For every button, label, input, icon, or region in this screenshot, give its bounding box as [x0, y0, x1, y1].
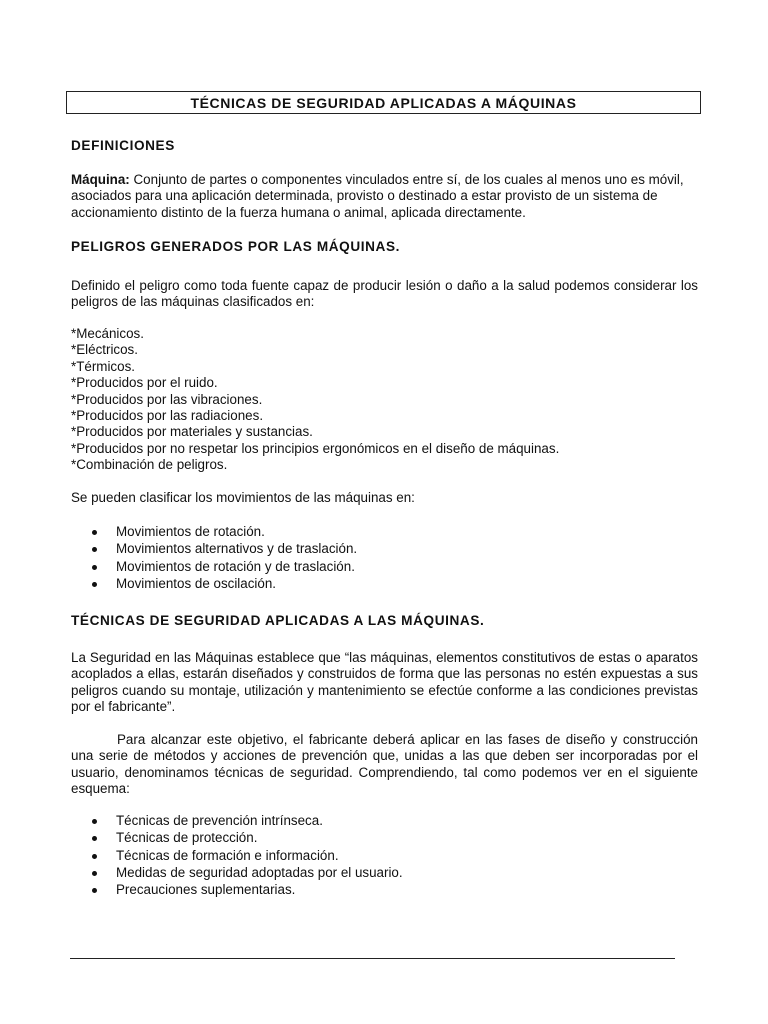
list-item: Precauciones suplementarias.	[71, 882, 698, 899]
techniques-list	[71, 813, 698, 899]
machine-definition	[71, 172, 699, 221]
bullet-icon	[92, 565, 97, 570]
hazard-item: *Producidos por las radiaciones.	[71, 407, 264, 423]
hazard-item: *Producidos por el ruido.	[71, 375, 218, 391]
definitions-heading: DEFINICIONES	[71, 138, 175, 153]
machine-term: Máquina:	[71, 172, 130, 187]
document-title: TÉCNICAS DE SEGURIDAD APLICADAS A MÁQUINAS	[66, 91, 701, 114]
hazard-item: *Eléctricos.	[71, 342, 138, 358]
list-item: Medidas de seguridad adoptadas por el usuario.	[71, 865, 698, 882]
list-item: Movimientos alternativos y de traslación.	[71, 541, 698, 558]
hazard-item: *Producidos por no respetar los principios ergonómicos en el diseño de máquinas.	[71, 440, 560, 456]
bullet-icon	[92, 530, 97, 535]
list-item: Movimientos de rotación.	[71, 524, 698, 541]
hazard-item: *Combinación de peligros.	[71, 457, 228, 473]
hazard-item: *Térmicos.	[71, 358, 135, 374]
bullet-icon	[92, 854, 97, 859]
footer-divider	[70, 958, 675, 959]
list-item: Movimientos de oscilación.	[71, 576, 698, 593]
machine-definition-text: Conjunto de partes o componentes vinculados entre sí, de los cuales al menos uno es móvil, asociados para una aplicación determinada, provisto o destinado a estar provisto de un sistema de accionamiento distinto de la fuerza humana o animal, aplicada directamente.	[71, 172, 684, 220]
movements-intro: Se pueden clasificar los movimientos de las máquinas en:	[71, 490, 415, 505]
bullet-icon	[92, 547, 97, 552]
hazard-list	[71, 326, 698, 474]
techniques-heading: TÉCNICAS DE SEGURIDAD APLICADAS A LAS MÁQUINAS.	[71, 613, 485, 628]
hazards-heading: PELIGROS GENERADOS POR LAS MÁQUINAS.	[71, 239, 400, 254]
movements-list	[71, 524, 698, 593]
bullet-icon	[92, 871, 97, 876]
techniques-paragraph-2: Para alcanzar este objetivo, el fabricante deberá aplicar en las fases de diseño y construcción una serie de métodos y acciones de prevención que, unidas a las que deben ser incorporadas por el usuario, denominamos técnicas de seguridad. Comprendiendo, tal como podemos ver en el siguiente esquema:	[71, 732, 698, 796]
list-item: Movimientos de rotación y de traslación.	[71, 559, 698, 576]
hazard-item: *Producidos por materiales y sustancias.	[71, 424, 313, 440]
bullet-icon	[92, 819, 97, 824]
bullet-icon	[92, 582, 97, 587]
hazard-item: *Mecánicos.	[71, 326, 144, 341]
list-item: Técnicas de protección.	[71, 830, 698, 847]
hazards-intro: Definido el peligro como toda fuente capaz de producir lesión o daño a la salud podemos considerar los peligros de las máquinas clasificados en:	[71, 278, 698, 310]
hazard-item: *Producidos por las vibraciones.	[71, 391, 263, 407]
bullet-icon	[92, 836, 97, 841]
list-item: Técnicas de formación e información.	[71, 848, 698, 865]
techniques-paragraph-1: La Seguridad en las Máquinas establece que “las máquinas, elementos constitutivos de estas o aparatos acoplados a ellas, estarán diseñados y construidos de forma que las personas no estén expuestas a sus peligros cuando su montaje, utilización y mantenimiento se efectúe conforme a las condiciones previstas por el fabricante”.	[71, 650, 698, 714]
list-item: Técnicas de prevención intrínseca.	[71, 813, 698, 830]
bullet-icon	[92, 888, 97, 893]
